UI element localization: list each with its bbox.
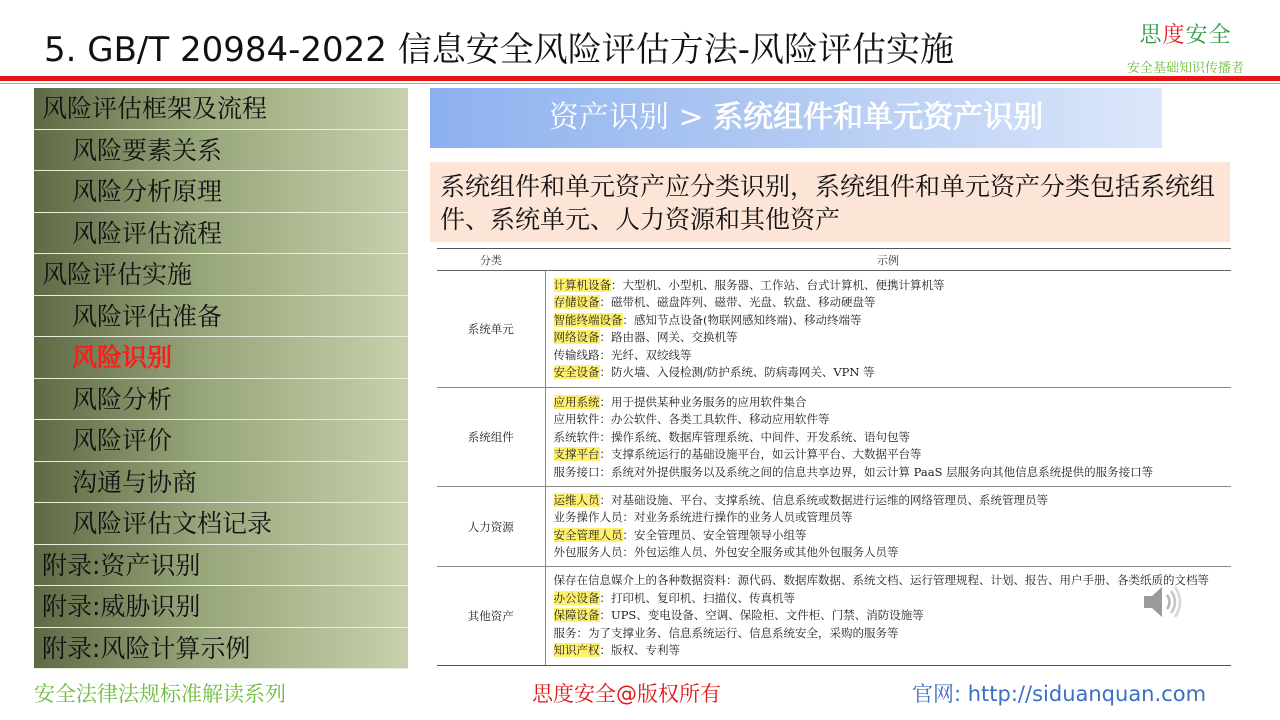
example-text: ：感知节点设备(物联网感知终端)、移动终端等 (622, 312, 862, 327)
example-line (554, 590, 1224, 608)
example-line (554, 642, 1224, 660)
table-cell-examples (545, 271, 1231, 388)
table-header-category: 分类 (437, 249, 545, 271)
table-cell-category: 系统组件 (437, 388, 545, 487)
sidebar-item[interactable]: 风险评估文档记录 (34, 503, 408, 545)
example-text: 服务：为了支撑业务、信息系统运行、信息系统安全，采购的服务等 (553, 625, 899, 640)
sidebar-nav (34, 88, 408, 670)
section-banner (430, 88, 1162, 148)
sidebar-item[interactable]: 风险分析原理 (34, 171, 408, 213)
highlighted-term: 运维人员 (553, 492, 600, 507)
table-cell-examples (545, 567, 1231, 666)
table-cell-category: 系统单元 (437, 271, 545, 388)
example-text: ：支撑系统运行的基础设施平台，如云计算平台、大数据平台等 (599, 447, 922, 462)
sidebar-item[interactable]: 风险评估框架及流程 (34, 88, 408, 130)
example-line (554, 329, 1224, 347)
footer-series: 安全法律法规标准解读系列 (34, 682, 286, 706)
sidebar-item[interactable]: 风险要素关系 (34, 130, 408, 172)
table-row (437, 487, 1231, 567)
example-line (554, 364, 1224, 382)
speaker-icon[interactable] (1138, 578, 1186, 626)
example-line (554, 446, 1224, 464)
example-text: ：用于提供某种业务服务的应用软件集合 (599, 394, 807, 409)
example-line (554, 294, 1224, 312)
highlighted-term: 网络设备 (553, 330, 600, 345)
highlighted-term: 应用系统 (553, 394, 600, 409)
description-box: 系统组件和单元资产应分类识别，系统组件和单元资产分类包括系统组件、系统单元、人力资源和其他资产 (430, 162, 1230, 242)
page-title: 5. GB/T 20984-2022 信息安全风险评估方法-风险评估实施 (44, 30, 954, 70)
brand-name-part2: 度 (1162, 23, 1186, 48)
asset-table (437, 248, 1231, 666)
example-text: ：防火墙、入侵检测/防护系统、防病毒网关、VPN 等 (599, 365, 875, 380)
table-cell-examples (545, 487, 1231, 567)
example-line (554, 572, 1224, 590)
sidebar-item[interactable]: 沟通与协商 (34, 462, 408, 504)
highlighted-term: 安全设备 (553, 365, 600, 380)
brand-name-part3: 安全 (1185, 23, 1232, 48)
highlighted-term: 计算机设备 (553, 277, 611, 292)
highlighted-term: 安全管理人员 (553, 527, 623, 542)
example-text: ：版权、专利等 (599, 643, 680, 658)
example-text: 保存在信息媒介上的各种数据资料：源代码、数据库数据、系统文档、运行管理规程、计划、报告、用户手册、各类纸质的文档等 (553, 573, 1209, 588)
sidebar-item[interactable]: 风险评估流程 (34, 213, 408, 255)
example-line (554, 509, 1224, 527)
highlighted-term: 存储设备 (553, 295, 600, 310)
table-row (437, 567, 1231, 666)
table-row (437, 271, 1231, 388)
example-line (554, 607, 1224, 625)
sidebar-item[interactable]: 风险评估准备 (34, 296, 408, 338)
highlighted-term: 支撑平台 (553, 447, 600, 462)
highlighted-term: 智能终端设备 (553, 312, 623, 327)
example-text: ：对基础设施、平台、支撑系统、信息系统或数据进行运维的网络管理员、系统管理员等 (599, 492, 1048, 507)
example-text: 传输线路：光纤、双绞线等 (553, 347, 692, 362)
example-line (554, 411, 1224, 429)
sidebar-item[interactable]: 附录:风险计算示例 (34, 628, 408, 670)
example-text: ：打印机、复印机、扫描仪、传真机等 (599, 590, 795, 605)
sidebar-item[interactable]: 附录:威胁识别 (34, 586, 408, 628)
example-line (554, 625, 1224, 643)
highlighted-term: 办公设备 (553, 590, 600, 605)
example-line (554, 347, 1224, 365)
example-text: ：大型机、小型机、服务器、工作站、台式计算机、便携计算机等 (611, 277, 945, 292)
brand-name-part1: 思 (1139, 23, 1163, 48)
highlighted-term: 保障设备 (553, 608, 600, 623)
example-text: ：路由器、网关、交换机等 (599, 330, 738, 345)
example-text: 外包服务人员：外包运维人员、外包安全服务或其他外包服务人员等 (553, 545, 899, 560)
sidebar-item[interactable]: 风险分析 (34, 379, 408, 421)
sidebar-item[interactable]: 附录:资产识别 (34, 545, 408, 587)
example-line (554, 464, 1224, 482)
sidebar-item[interactable]: 风险识别 (34, 337, 408, 379)
footer-copyright: 思度安全@版权所有 (532, 682, 721, 706)
brand-logo (1127, 18, 1244, 76)
example-line (554, 492, 1224, 510)
table-row (437, 388, 1231, 487)
example-line (554, 429, 1224, 447)
table-header-example: 示例 (545, 249, 1231, 271)
example-line (554, 312, 1224, 330)
banner-emphasis: 系统组件和单元资产识别 (713, 100, 1044, 135)
banner-prefix: 资产识别 > (548, 100, 714, 135)
example-line (554, 394, 1224, 412)
sidebar-item[interactable]: 风险评估实施 (34, 254, 408, 296)
example-text: ：安全管理员、安全管理领导小组等 (622, 527, 807, 542)
sidebar-item[interactable]: 风险评价 (34, 420, 408, 462)
example-line (554, 544, 1224, 562)
table-cell-examples (545, 388, 1231, 487)
highlighted-term: 知识产权 (553, 643, 600, 658)
title-divider (0, 76, 1280, 81)
example-text: 应用软件：办公软件、各类工具软件、移动应用软件等 (553, 412, 830, 427)
example-text: 服务接口：系统对外提供服务以及系统之间的信息共享边界，如云计算 PaaS 层服务向其他信息系统提供的服务接口等 (553, 464, 1154, 479)
example-line (554, 277, 1224, 295)
brand-tagline: 安全基础知识传播者 (1126, 61, 1244, 76)
example-text: 系统软件：操作系统、数据库管理系统、中间件、开发系统、语句包等 (553, 429, 910, 444)
example-text: ：磁带机、磁盘阵列、磁带、光盘、软盘、移动硬盘等 (599, 295, 876, 310)
table-cell-category: 其他资产 (437, 567, 545, 666)
footer-website-link[interactable]: 官网: http://siduanquan.com (912, 682, 1207, 706)
example-text: ：UPS、变电设备、空调、保险柜、文件柜、门禁、消防设施等 (599, 608, 924, 623)
example-text: 业务操作人员：对业务系统进行操作的业务人员或管理员等 (553, 510, 853, 525)
example-line (554, 527, 1224, 545)
table-cell-category: 人力资源 (437, 487, 545, 567)
title-divider-thin (0, 83, 1280, 84)
brand-name (1127, 18, 1244, 49)
